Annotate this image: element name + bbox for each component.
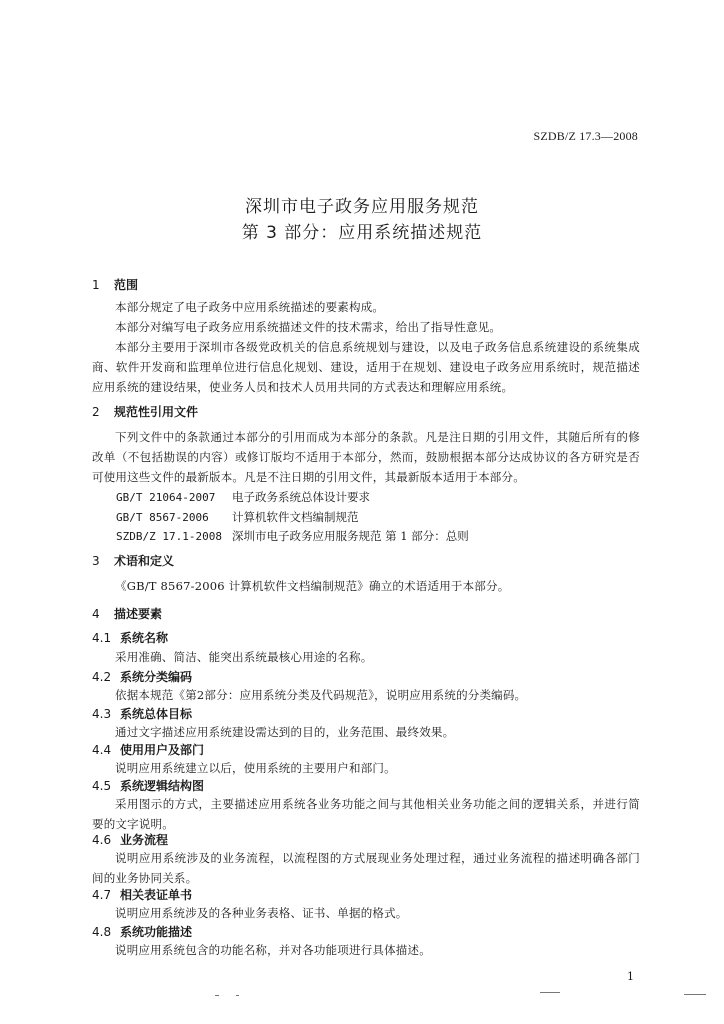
subsection-number: 4.8	[92, 925, 112, 939]
section-title: 范围	[114, 278, 139, 292]
section-title: 规范性引用文件	[114, 405, 199, 419]
subsection-title: 系统功能描述	[120, 925, 193, 939]
section-1-para-1: 本部分规定了电子政务中应用系统描述的要素构成。	[115, 300, 385, 314]
subsection-title: 业务流程	[120, 833, 169, 847]
scan-speck	[540, 992, 560, 993]
subsection-4-1-heading	[92, 629, 168, 646]
subsection-number: 4.6	[92, 833, 112, 847]
subsection-4-1-text: 采用准确、简洁、能突出系统最核心用途的名称。	[115, 650, 373, 664]
reference-item	[116, 489, 370, 505]
subsection-4-2-text: 依据本规范《第2部分：应用系统分类及代码规范》，说明应用系统的分类编码。	[115, 688, 527, 702]
section-2-para-1: 下列文件中的条款通过本部分的引用而成为本部分的条款。凡是注日期的引用文件，其随后所有的修改单（不包括勘误的内容）或修订版均不适用于本部分，然而，鼓励根据本部分达成协议的各方研究是否可使用这些文件的最新版本。凡是不注日期的引用文件，其最新版本适用于本部分。	[92, 430, 640, 484]
subsection-4-5-text: 采用图示的方式，主要描述应用系统各业务功能之间与其他相关业务功能之间的逻辑关系，并进行简要的文字说明。	[92, 797, 640, 831]
subsection-4-7-text: 说明应用系统涉及的各种业务表格、证书、单据的格式。	[115, 906, 408, 920]
section-number: 4	[92, 607, 100, 621]
subsection-4-4-heading	[92, 741, 204, 758]
subsection-title: 系统分类编码	[120, 670, 193, 684]
reference-item	[116, 528, 469, 544]
subsection-title: 系统总体目标	[120, 707, 193, 721]
subsection-number: 4.4	[92, 743, 112, 757]
reference-code: GB/T 8567-2006	[116, 511, 209, 524]
section-title: 描述要素	[114, 607, 163, 621]
page-number: 1	[627, 970, 634, 983]
document-code: SZDB/Z 17.3—2008	[533, 129, 638, 143]
section-number: 2	[92, 405, 100, 419]
section-1-para-3: 本部分主要用于深圳市各级党政机关的信息系统规划与建设，以及电子政务信息系统建设的系统集成商、软件开发商和监理单位进行信息化规划、建设，适用于在规划、建设电子政务应用系统时，规范描述应用系统的建设结果，使业务人员和技术人员用共同的方式表达和理解应用系统。	[92, 340, 640, 394]
subsection-title: 相关表证单书	[120, 888, 193, 902]
subsection-number: 4.2	[92, 670, 112, 684]
subsection-4-3-text: 通过文字描述应用系统建设需达到的目的，业务范围、最终效果。	[115, 725, 455, 739]
subsection-4-6-text: 说明应用系统涉及的业务流程，以流程图的方式展现业务处理过程，通过业务流程的描述明确各部门间的业务协同关系。	[92, 851, 640, 885]
subsection-4-6-heading	[92, 831, 168, 848]
subsection-4-8-text: 说明应用系统包含的功能名称，并对各功能项进行具体描述。	[115, 943, 431, 957]
subsection-4-7-heading	[92, 886, 192, 903]
subsection-4-2-heading	[92, 668, 192, 685]
title-line-1: 深圳市电子政务应用服务规范	[245, 197, 479, 217]
section-3-heading	[92, 552, 174, 569]
subsection-4-3-heading	[92, 705, 192, 722]
scan-speck	[215, 995, 219, 996]
subsection-number: 4.7	[92, 888, 112, 902]
reference-title: 电子政务系统总体设计要求	[232, 490, 370, 504]
scan-speck	[236, 995, 239, 996]
subsection-title: 系统逻辑结构图	[120, 779, 205, 793]
subsection-title: 使用用户及部门	[120, 743, 205, 757]
subsection-4-4-text: 说明应用系统建立以后，使用系统的主要用户和部门。	[115, 761, 396, 775]
scan-speck	[684, 994, 706, 995]
section-3-para-1: 《GB/T 8567-2006 计算机软件文档编制规范》确立的术语适用于本部分。	[115, 579, 510, 593]
section-1-para-2: 本部分对编写电子政务应用系统描述文件的技术需求，给出了指导性意见。	[115, 320, 502, 334]
title-line-2: 第 3 部分：应用系统描述规范	[241, 223, 483, 243]
subsection-4-5-heading	[92, 777, 204, 794]
reference-code: GB/T 21064-2007	[116, 491, 216, 504]
subsection-number: 4.5	[92, 779, 112, 793]
subsection-4-8-heading	[92, 923, 192, 940]
reference-title: 深圳市电子政务应用服务规范 第 1 部分：总则	[232, 529, 469, 543]
section-number: 1	[92, 278, 100, 292]
section-1-heading	[92, 276, 138, 293]
section-2-heading	[92, 403, 198, 420]
section-number: 3	[92, 554, 100, 568]
section-title: 术语和定义	[114, 554, 175, 568]
subsection-title: 系统名称	[120, 631, 169, 645]
reference-code: SZDB/Z 17.1-2008	[116, 530, 222, 543]
reference-item	[116, 509, 359, 525]
section-4-heading	[92, 605, 162, 622]
subsection-number: 4.3	[92, 707, 112, 721]
subsection-number: 4.1	[92, 631, 112, 645]
reference-title: 计算机软件文档编制规范	[232, 510, 359, 524]
